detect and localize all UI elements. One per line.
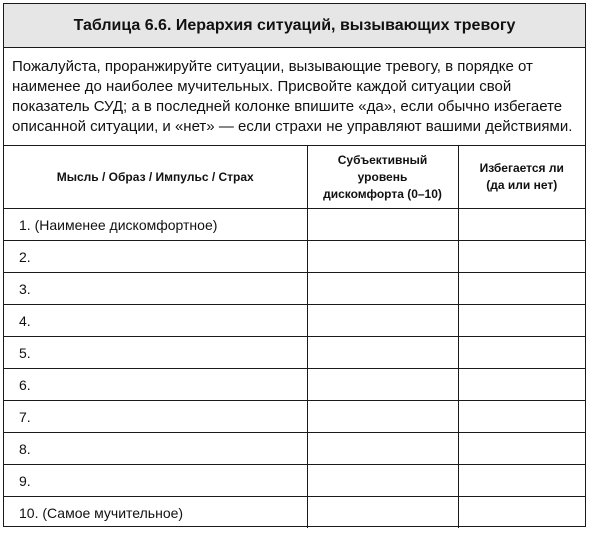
table-title: Таблица 6.6. Иерархия ситуаций, вызывающих тревогу [4, 4, 585, 48]
suds-cell[interactable] [307, 497, 458, 529]
table-row [4, 273, 585, 305]
column-header-thought: Мысль / Образ / Импульс / Страх [4, 146, 307, 209]
row-label: 4. [4, 305, 307, 337]
table-row [4, 497, 585, 529]
row-label: 8. [4, 433, 307, 465]
suds-cell[interactable] [307, 433, 458, 465]
row-label: 5. [4, 337, 307, 369]
instructions-text: Пожалуйста, проранжируйте ситуации, вызывающие тревогу, в порядке от наименее до наиболее мучительных. Присвойте каждой ситуации свой показатель СУД; а в последней колонке впишите «да», если обычно избегаете описанной ситуации, и «нет» — если страхи не управляют вашими действиями. [4, 48, 585, 146]
header-row [4, 146, 585, 209]
row-label: 1. (Наименее дискомфортное) [4, 209, 307, 241]
table-row [4, 209, 585, 241]
row-label: 3. [4, 273, 307, 305]
column-header-suds: Субъективный уровень дискомфорта (0–10) [307, 146, 458, 209]
suds-cell[interactable] [307, 401, 458, 433]
table-row [4, 433, 585, 465]
suds-cell[interactable] [307, 241, 458, 273]
table-row [4, 337, 585, 369]
anxiety-hierarchy-table [3, 3, 586, 527]
avoid-cell[interactable] [458, 497, 585, 529]
suds-cell[interactable] [307, 273, 458, 305]
suds-cell[interactable] [307, 465, 458, 497]
table-row [4, 305, 585, 337]
row-label: 10. (Самое мучительное) [4, 497, 307, 529]
avoid-cell[interactable] [458, 241, 585, 273]
avoid-cell[interactable] [458, 337, 585, 369]
suds-cell[interactable] [307, 305, 458, 337]
avoid-cell[interactable] [458, 305, 585, 337]
suds-cell[interactable] [307, 209, 458, 241]
hierarchy-grid [4, 146, 585, 528]
column-header-avoid: Избегается ли (да или нет) [458, 146, 585, 209]
suds-cell[interactable] [307, 369, 458, 401]
avoid-cell[interactable] [458, 401, 585, 433]
avoid-cell[interactable] [458, 273, 585, 305]
avoid-cell[interactable] [458, 433, 585, 465]
suds-cell[interactable] [307, 337, 458, 369]
row-label: 9. [4, 465, 307, 497]
row-label: 2. [4, 241, 307, 273]
avoid-cell[interactable] [458, 465, 585, 497]
avoid-cell[interactable] [458, 369, 585, 401]
row-label: 7. [4, 401, 307, 433]
table-row [4, 401, 585, 433]
row-label: 6. [4, 369, 307, 401]
table-row [4, 369, 585, 401]
table-row [4, 465, 585, 497]
table-row [4, 241, 585, 273]
avoid-cell[interactable] [458, 209, 585, 241]
